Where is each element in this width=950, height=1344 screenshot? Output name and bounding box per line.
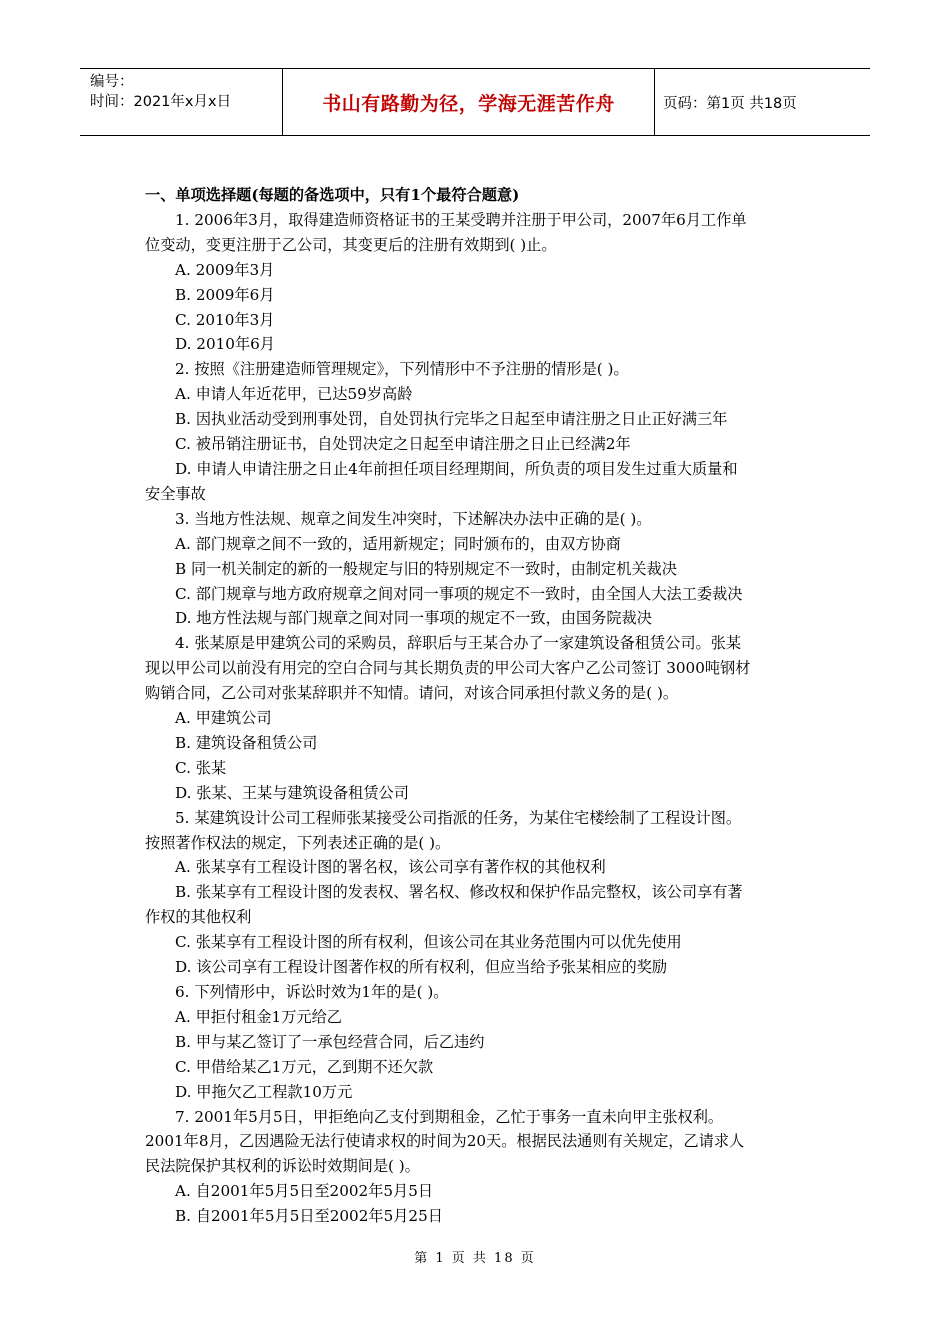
text-line: 3. 当地方性法规、规章之间发生冲突时，下述解决办法中正确的是( )。 (175, 509, 652, 528)
header-motto: 书山有路勤为径，学海无涯苦作舟 (282, 69, 655, 135)
text-line: A. 甲建筑公司 (175, 709, 272, 728)
page-footer: 第 1 页 共 18 页 (414, 1251, 536, 1266)
text-line: 2. 按照《注册建造师管理规定》，下列情形中不予注册的情形是( )。 (175, 360, 629, 379)
text-line: D. 甲拖欠乙工程款10万元 (175, 1082, 353, 1101)
text-line: C. 甲借给某乙1万元，乙到期不还欠款 (175, 1057, 434, 1076)
text-line: 作权的其他权利 (145, 908, 252, 927)
header-page-info: 页码：第1页 共18页 (663, 95, 797, 112)
text-line: 5. 某建筑设计公司工程师张某接受公司指派的任务，为某住宅楼绘制了工程设计图。 (175, 808, 742, 827)
text-line: A. 部门规章之间不一致的，适用新规定；同时颁布的，由双方协商 (175, 534, 621, 553)
date-label: 时间：2021年x月x日 (90, 94, 232, 110)
text-line: D. 地方性法规与部门规章之间对同一事项的规定不一致，由国务院裁决 (175, 609, 652, 628)
document-body (145, 183, 807, 1229)
text-line: 民法院保护其权利的诉讼时效期间是( )。 (145, 1157, 420, 1176)
text-line: B. 甲与某乙签订了一承包经营合同，后乙违约 (175, 1032, 485, 1051)
text-line: A. 申请人年近花甲，已达59岁高龄 (175, 385, 413, 404)
text-line: 现以甲公司以前没有用完的空白合同与其长期负责的甲公司大客户乙公司签订 3000吨钢材 (145, 659, 751, 678)
text-line: A. 自2001年5月5日至2002年5月5日 (175, 1182, 434, 1201)
text-line: 安全事故 (145, 484, 206, 503)
text-line: B. 2009年6月 (175, 285, 275, 304)
text-line: 位变动，变更注册于乙公司，其变更后的注册有效期到( )止。 (145, 235, 557, 254)
section-title: 一、单项选择题(每题的备选项中，只有1个最符合题意) (145, 186, 520, 204)
text-line: 6. 下列情形中，诉讼时效为1年的是( )。 (175, 983, 449, 1001)
header-left-cell (80, 69, 282, 135)
question-lines (145, 208, 807, 1229)
text-line: A. 甲拒付租金1万元给乙 (175, 1007, 342, 1026)
text-line: C. 部门规章与地方政府规章之间对同一事项的规定不一致时，由全国人大法工委裁决 (175, 584, 743, 603)
document-header (80, 68, 870, 136)
text-line: D. 2010年6月 (175, 335, 275, 354)
text-line: A. 张某享有工程设计图的署名权，该公司享有著作权的其他权利 (175, 858, 606, 877)
text-line: B. 建筑设备租赁公司 (175, 733, 318, 752)
text-line: C. 2010年3月 (175, 310, 275, 329)
text-line: 1. 2006年3月，取得建造师资格证书的王某受聘并注册于甲公司，2007年6月工作单 (175, 210, 747, 229)
text-line: D. 张某、王某与建筑设备租赁公司 (175, 783, 409, 802)
serial-number-label: 编号： (90, 74, 134, 90)
text-line: 2001年8月，乙因遇险无法行使请求权的时间为20天。根据民法通则有关规定，乙请求人 (145, 1132, 745, 1151)
text-line: B. 因执业活动受到刑事处罚，自处罚执行完毕之日起至申请注册之日止正好满三年 (175, 410, 728, 429)
text-line: A. 2009年3月 (175, 260, 275, 279)
text-line: 购销合同，乙公司对张某辞职并不知情。请问，对该合同承担付款义务的是( )。 (145, 684, 679, 703)
text-line: C. 张某享有工程设计图的所有权利，但该公司在其业务范围内可以优先使用 (175, 933, 682, 952)
text-line: D. 该公司享有工程设计图著作权的所有权利，但应当给予张某相应的奖励 (175, 958, 668, 977)
text-line: B. 自2001年5月5日至2002年5月25日 (175, 1207, 443, 1226)
text-line: C. 被吊销注册证书，自处罚决定之日起至申请注册之日止已经满2年 (175, 435, 631, 454)
text-line: 7. 2001年5月5日，甲拒绝向乙支付到期租金，乙忙于事务一直未向甲主张权利。 (175, 1107, 724, 1126)
text-line: B 同一机关制定的新的一般规定与旧的特别规定不一致时，由制定机关裁决 (175, 559, 677, 578)
text-line: D. 申请人申请注册之日止4年前担任项目经理期间，所负责的项目发生过重大质量和 (175, 459, 738, 478)
text-line: 按照著作权法的规定，下列表述正确的是( )。 (145, 833, 451, 852)
text-line: C. 张某 (175, 758, 227, 777)
text-line: 4. 张某原是甲建筑公司的采购员，辞职后与王某合办了一家建筑设备租赁公司。张某 (175, 634, 742, 653)
text-line: B. 张某享有工程设计图的发表权、署名权、修改权和保护作品完整权，该公司享有著 (175, 883, 743, 902)
